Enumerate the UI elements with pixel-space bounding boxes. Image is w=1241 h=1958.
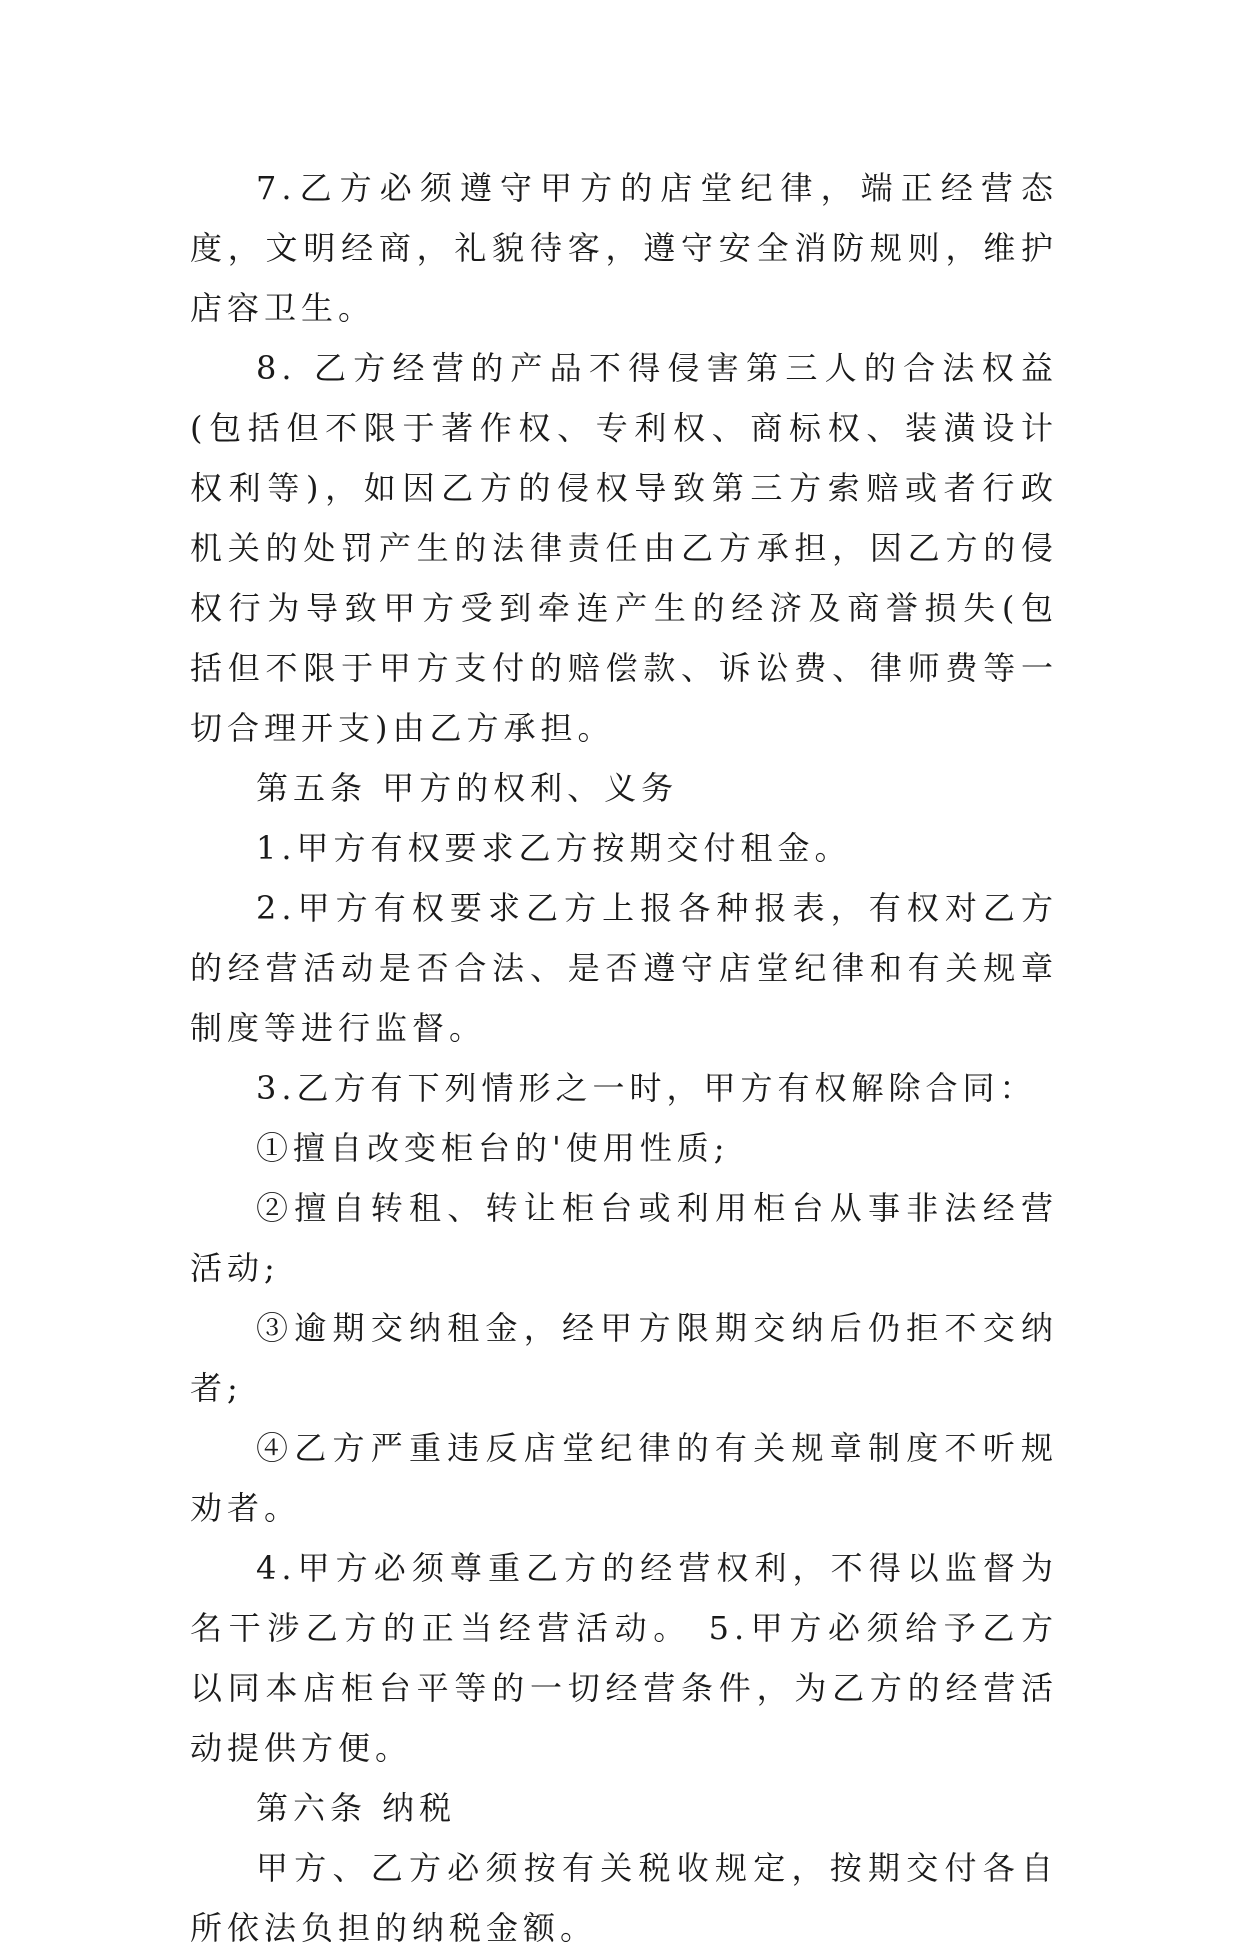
clause-7-paragraph: 7.乙方必须遵守甲方的店堂纪律，端正经营态度，文明经商，礼貌待客，遵守安全消防规则，维护店容卫生。 [190,169,1058,327]
article-5-item-1: 1.甲方有权要求乙方按期交付租金。 [256,829,852,867]
article-5-item-3-sub-2: ②擅自转租、转让柜台或利用柜台从事非法经营活动; [190,1189,1058,1287]
article-5-items-4-5: 4.甲方必须尊重乙方的经营权利，不得以监督为名干涉乙方的正当经营活动。 5.甲方必须给予乙方以同本店柜台平等的一切经营条件，为乙方的经营活动提供方便。 [190,1549,1058,1767]
document-page [190,158,1058,1958]
article-5-item-2: 2.甲方有权要求乙方上报各种报表，有权对乙方的经营活动是否合法、是否遵守店堂纪律和有关规章制度等进行监督。 [190,889,1058,1047]
article-5-item-3-sub-4: ④乙方严重违反店堂纪律的有关规章制度不听规劝者。 [190,1429,1058,1527]
article-6-body: 甲方、乙方必须按有关税收规定，按期交付各自所依法负担的纳税金额。 [190,1849,1058,1947]
article-5-item-3: 3.乙方有下列情形之一时，甲方有权解除合同： [256,1069,1037,1107]
article-6-heading: 第六条 纳税 [256,1789,457,1827]
article-5-item-3-sub-3: ③逾期交纳租金，经甲方限期交纳后仍拒不交纳者; [190,1309,1058,1407]
article-5-heading: 第五条 甲方的权利、义务 [256,769,679,807]
article-5-item-3-sub-1: ①擅自改变柜台的'使用性质; [256,1129,730,1167]
clause-8-paragraph: 8. 乙方经营的产品不得侵害第三人的合法权益(包括但不限于著作权、专利权、商标权、装潢设计权利等)，如因乙方的侵权导致第三方索赔或者行政机关的处罚产生的法律责任由乙方承担，因乙方的侵权行为导致甲方受到牵连产生的经济及商誉损失(包括但不限于甲方支付的赔偿款、诉讼费、律师费等一切合理开支)由乙方承担。 [190,349,1058,747]
